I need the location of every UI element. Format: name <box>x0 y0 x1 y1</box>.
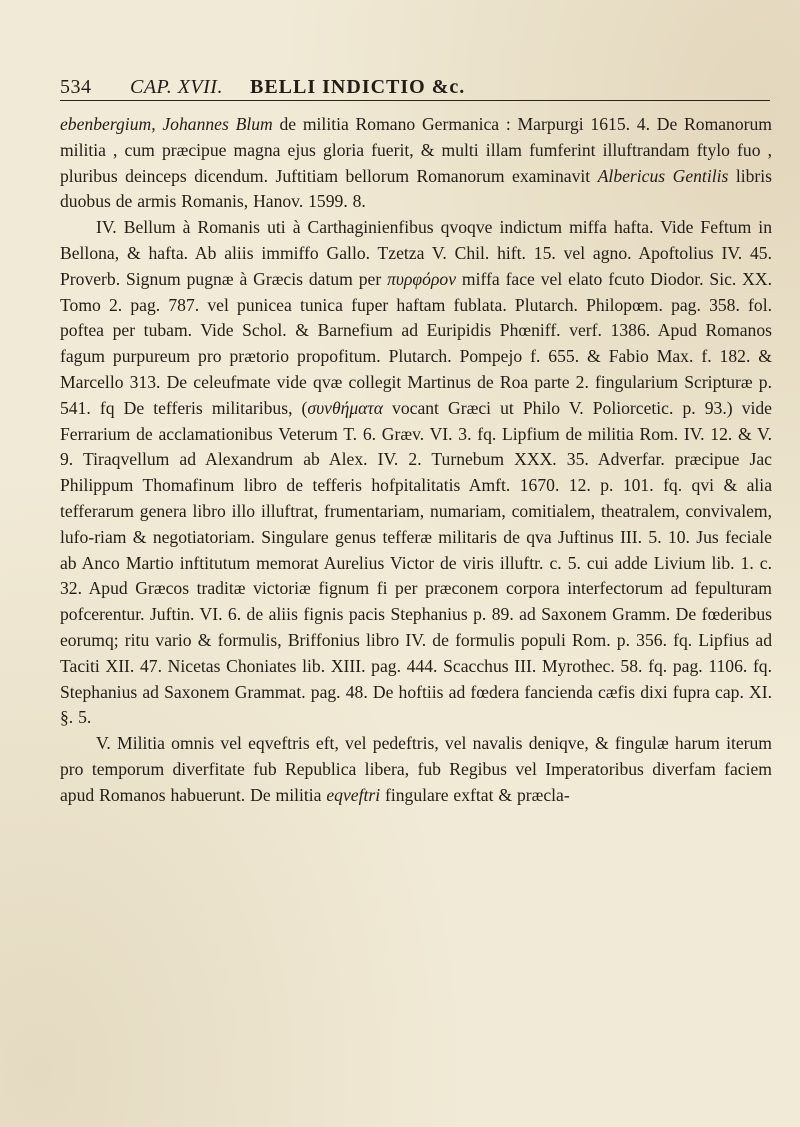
paragraph-iv <box>60 215 772 731</box>
page-number: 534 <box>60 76 92 98</box>
body-text <box>60 112 772 809</box>
chapter-heading: CAP. XVII. <box>130 76 223 98</box>
paragraph-v <box>60 731 772 808</box>
paragraph-text: fingulare exftat & præcla- <box>380 784 570 805</box>
author-name: ebenbergium, Johannes Blum <box>60 114 273 134</box>
emphasized-word: eqveftri <box>326 784 381 805</box>
greek-word: πυρφόρον <box>387 268 457 289</box>
paragraph-text: IV. Bellum à Romanis uti à Carthaginienfibus qvoqve indictum miffa hafta. Vide Feftum in Bellona, & hafta. Ab aliis immiffo Gallo. Tzetza V. Chil. hift. 15. vel agno. Apoftolius IV. 45. Proverb. Signum pugnæ à Græcis datum per <box>60 217 772 289</box>
header-rule <box>60 100 770 101</box>
running-head <box>60 72 770 102</box>
author-name: Albericus Gentilis <box>597 165 729 186</box>
paragraph-continuation <box>60 112 772 215</box>
paragraph-text: de militia Romano Germanica : Marpurgi 1615. 4. De Romanorum militia , cum præcipue magna ejus gloria fuerit, & multi illam fumferint illuftrandam ftylo fuo , pluribus deinceps dicendum. Juftitiam bellorum Romanorum examinavit <box>60 114 772 186</box>
paragraph-text: V. Militia omnis vel eqveftris eft, vel pedeftris, vel navalis deniqve, & fingulæ harum iterum pro temporum diverfitate fub Republica libera, fub Regibus vel Imperatoribus diverfam faciem apud Romanos habuerunt. De militia <box>60 733 772 805</box>
greek-word: συνθήματα <box>307 397 383 418</box>
section-heading: BELLI INDICTIO &c. <box>250 76 466 98</box>
paragraph-text: vocant Græci ut Philo V. Poliorcetic. p. 93.) vide Ferrarium de acclamationibus Veterum T. 6. Græv. VI. 3. fq. Lipfium de militia Rom. IV. 12. & V. 9. Tiraqvellum ad Alexandrum ab Alex. IV. 2. Turnebum XXX. 35. Adverfar. præcipue Jac Philippum Thomafinum libro de tefferis hofpitalitatis Amft. 1670. 12. p. 101. fq. qvi & alia tefferarum genera libro illo illuftrat, frumentariam, numariam, comitialem, theatralem, convivalem, lufo-riam & negotiatoriam. Singulare genus tefferæ militaris de qva Juftinus III. 5. 10. Jus feciale ab Anco Martio inftitutum memorat Aurelius Victor de viris illuftr. c. 5. cui adde Livium lib. 1. c. 32. Apud Græcos traditæ victoriæ fignum fi per præconem corpora interfectorum ad fepulturam pofcerentur. Juftin. VI. 6. de aliis fignis pacis Stephanius p. 89. ad Saxonem Gramm. De fœderibus eorumq; ritu vario & formulis, Briffonius libro IV. de formulis populi Rom. p. 356. fq. Lipfius ad Taciti XII. 47. Nicetas Choniates lib. XIII. pag. 444. Scacchus III. Myrothec. 58. fq. pag. 1106. fq. Stephanius ad Saxonem Grammat. pag. 48. De hoftiis ad fœdera fancienda cæfis dixi fupra cap. XI. §. 5. <box>60 397 772 728</box>
paragraph-text: libris duobus de armis Romanis, Hanov. 1599. 8. <box>60 165 772 212</box>
paragraph-text: miffa face vel elato fcuto Diodor. Sic. XX. Tomo 2. pag. 787. vel punicea tunica fuper haftam fublata. Plutarch. Philopœm. pag. 358. fol. poftea per tubam. Vide Schol. & Barnefium ad Euripidis Phœniff. verf. 1386. Apud Romanos fagum purpureum pro prætorio propofitum. Plutarch. Pompejo f. 655. & Fabio Max. f. 182. & Marcello 313. De celeufmate vide qvæ collegit Martinus de Roa parte 2. fingularium Scripturæ p. 541. fq De tefferis militaribus, ( <box>60 268 772 418</box>
